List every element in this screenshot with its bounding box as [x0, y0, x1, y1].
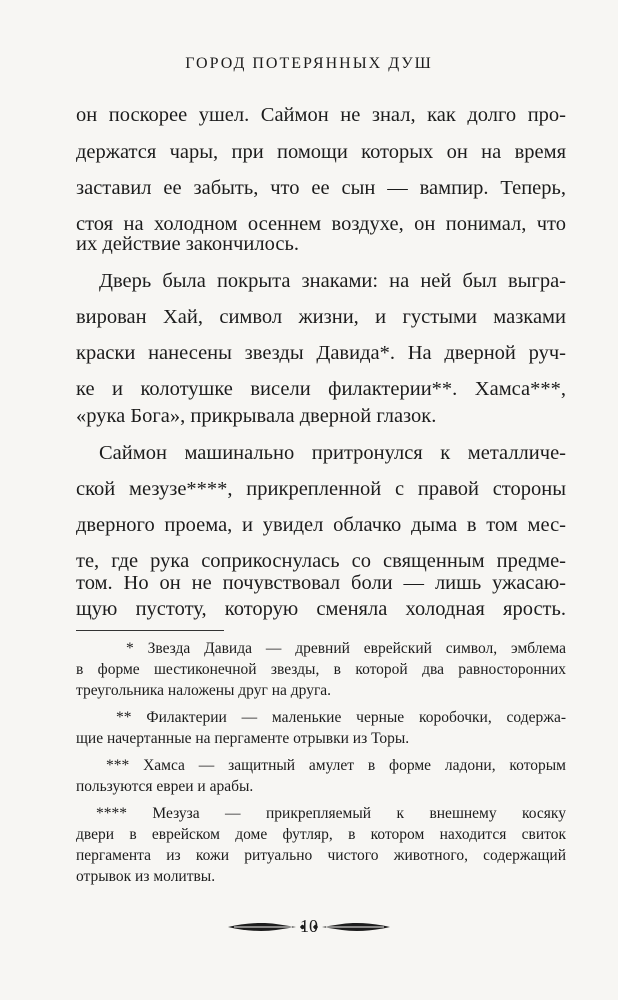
body-line: щую пустоту, которую сменяла холодная ярость. — [76, 598, 566, 620]
page-number: 10 — [300, 916, 318, 936]
body-line-indent: Дверь была покрыта знаками: на ней был выгра- — [99, 270, 566, 292]
footnote-line: ** Филактерии — маленькие черные коробочки, содержа- — [116, 709, 566, 726]
body-line: их действие закончилось. — [76, 233, 299, 255]
body-line: вирован Хай, символ жизни, и густыми мазками — [76, 306, 566, 328]
footnote-line: пергамента из кожи ритуально чистого животного, содержащий — [76, 847, 566, 864]
body-line: заставил ее забыть, что ее сын — вампир. Теперь, — [76, 177, 566, 199]
footnote-line: треугольника наложены друг на друга. — [76, 682, 332, 699]
body-line: том. Но он не почувствовал боли — лишь ужасаю- — [76, 572, 566, 594]
footnote-line: **** Мезуза — прикрепляемый к внешнему косяку — [96, 805, 566, 822]
body-line: ской мезузе****, прикрепленной с правой стороны — [76, 478, 566, 500]
body-line: он поскорее ушел. Саймон не знал, как долго про- — [76, 104, 566, 126]
body-line: краски нанесены звезды Давида*. На дверной руч- — [76, 342, 566, 364]
body-line: те, где рука соприкоснулась со священным предме- — [76, 550, 566, 572]
footnote-line: отрывок из молитвы. — [76, 868, 216, 885]
body-line: дверного проема, и увидел облачко дыма в том мес- — [76, 514, 566, 536]
body-line: ке и колотушке висели филактерии**. Хамса***, — [76, 378, 566, 400]
footnote-line: * Звезда Давида — древний еврейский символ, эмблема — [126, 640, 566, 657]
footnote-line: *** Хамса — защитный амулет в форме ладони, которым — [106, 757, 566, 774]
running-header: ГОРОД ПОТЕРЯННЫХ ДУШ — [185, 55, 433, 72]
footnote-line: пользуются евреи и арабы. — [76, 778, 254, 795]
footnote-line: щие начертанные на пергаменте отрывки из Торы. — [76, 730, 410, 747]
footnote-line: в форме шестиконечной звезды, в которой два равносторонних — [76, 661, 566, 678]
body-line: держатся чары, при помощи которых он на время — [76, 141, 566, 163]
footnote-divider — [76, 630, 224, 631]
footnote-line: двери в еврейском доме футляр, в котором находится свиток — [76, 826, 566, 843]
body-line: «рука Бога», прикрывала дверной глазок. — [76, 405, 437, 427]
body-line-indent: Саймон машинально притронулся к металличе- — [99, 442, 566, 464]
body-line: стоя на холодном осеннем воздухе, он понимал, что — [76, 213, 566, 235]
